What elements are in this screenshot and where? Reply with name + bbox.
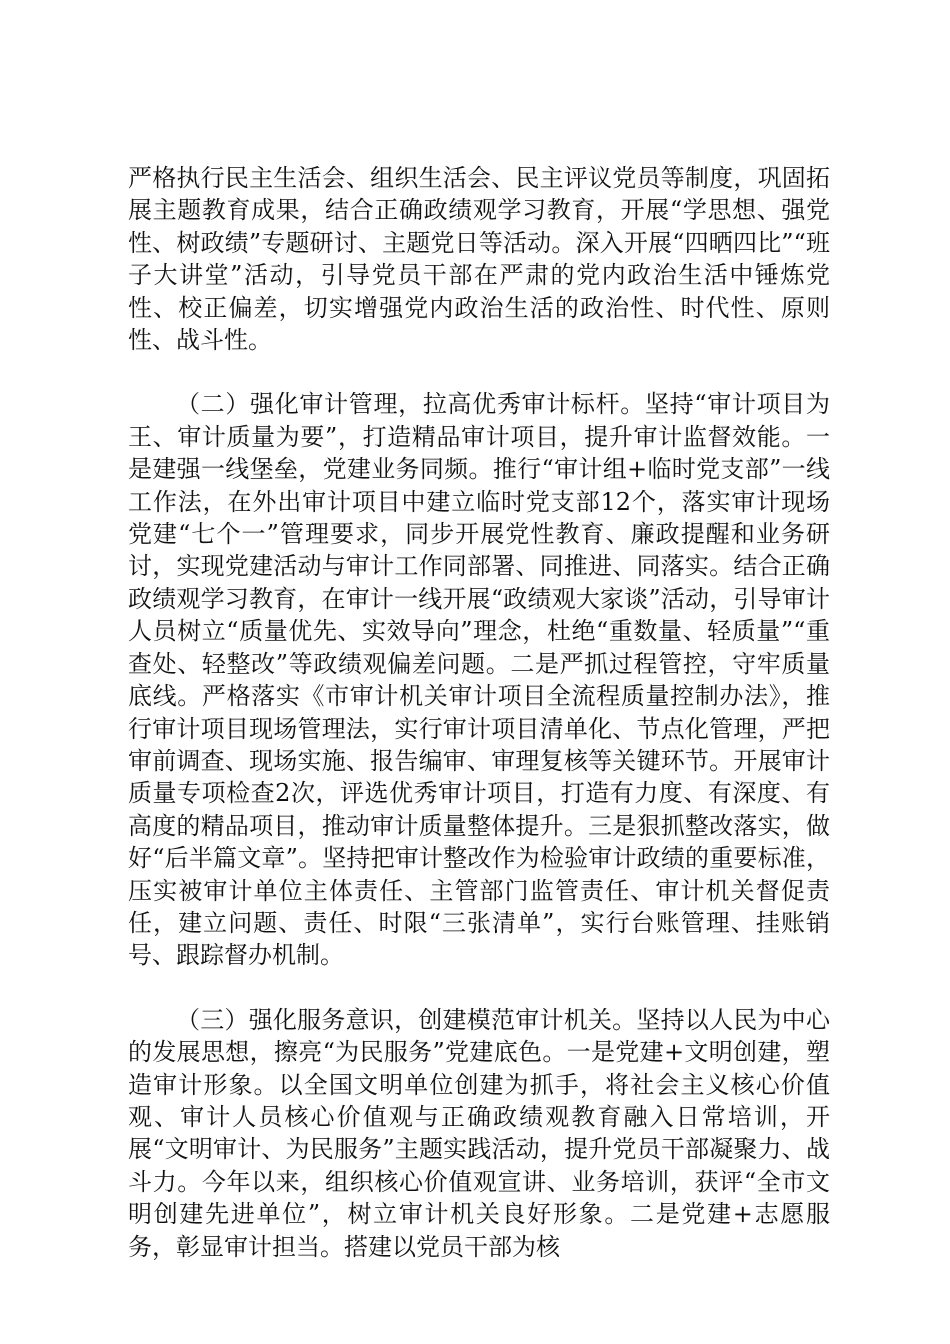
- document-body: [128, 162, 830, 1295]
- paragraph-2: （二）强化审计管理，拉高优秀审计标杆。坚持“审计项目为王、审计质量为要”，打造精品审计项目，提升审计监督效能。一是建强一线堡垒，党建业务同频。推行“审计组+临时党支部”一线工作法，在外出审计项目中建立临时党支部12个，落实审计现场党建“七个一”管理要求，同步开展党性教育、廉政提醒和业务研讨，实现党建活动与审计工作同部署、同推进、同落实。结合正确政绩观学习教育，在审计一线开展“政绩观大家谈”活动，引导审计人员树立“质量优先、实效导向”理念，杜绝“重数量、轻质量”“重查处、轻整改”等政绩观偏差问题。二是严抓过程管控，守牢质量底线。严格落实《市审计机关审计项目全流程质量控制办法》，推行审计项目现场管理法，实行审计项目清单化、节点化管理，严把审前调查、现场实施、报告编审、审理复核等关键环节。开展审计质量专项检查2次，评选优秀审计项目，打造有力度、有深度、有高度的精品项目，推动审计质量整体提升。三是狠抓整改落实，做好“后半篇文章”。坚持把审计整改作为检验审计政绩的重要标准，压实被审计单位主体责任、主管部门监管责任、审计机关督促责任，建立问题、责任、时限“三张清单”，实行台账管理、挂账销号、跟踪督办机制。: [128, 390, 830, 970]
- paragraph-1: 严格执行民主生活会、组织生活会、民主评议党员等制度，巩固拓展主题教育成果，结合正确政绩观学习教育，开展“学思想、强党性、树政绩”专题研讨、主题党日等活动。深入开展“四晒四比”“班子大讲堂”活动，引导党员干部在严肃的党内政治生活中锤炼党性、校正偏差，切实增强党内政治生活的政治性、时代性、原则性、战斗性。: [128, 164, 830, 355]
- paragraph-3: （三）强化服务意识，创建模范审计机关。坚持以人民为中心的发展思想，擦亮“为民服务”党建底色。一是党建+文明创建，塑造审计形象。以全国文明单位创建为抓手，将社会主义核心价值观、审计人员核心价值观与正确政绩观教育融入日常培训，开展“文明审计、为民服务”主题实践活动，提升党员干部凝聚力、战斗力。今年以来，组织核心价值观宣讲、业务培训，获评“全市文明创建先进单位”，树立审计机关良好形象。二是党建+志愿服务，彰显审计担当。搭建以党员干部为核: [128, 1005, 830, 1261]
